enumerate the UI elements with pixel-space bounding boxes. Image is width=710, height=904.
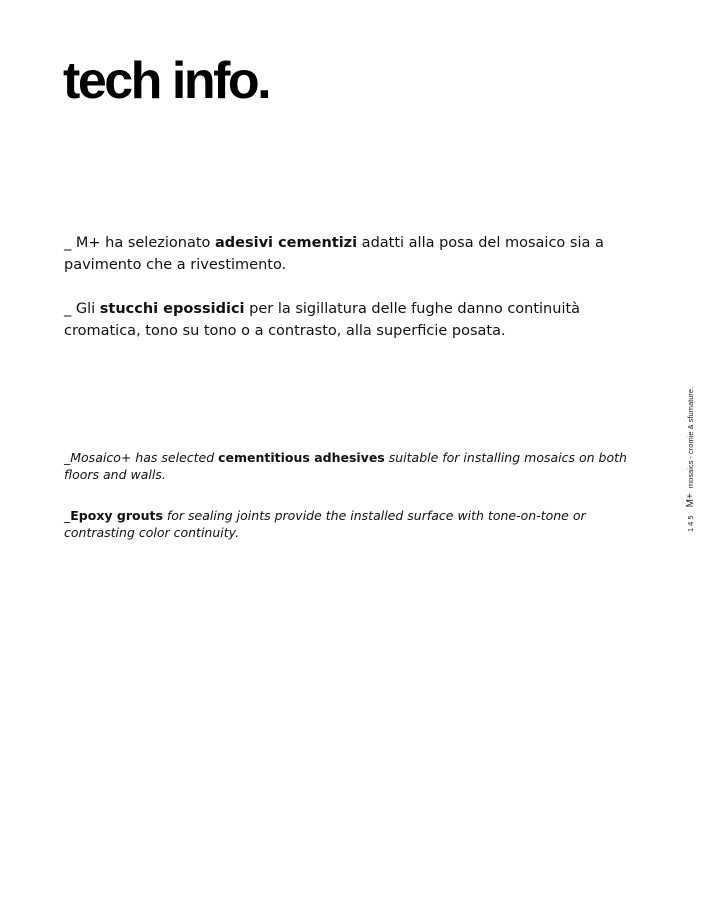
text-segment: _ M+ ha selezionato (64, 235, 215, 251)
page-number: 145 (686, 513, 695, 532)
text-segment: adatti alla posa del mosaico sia a pavimento che a rivestimento. (64, 235, 604, 273)
text-segment: per la sigillatura delle fughe danno continuità cromatica, tono su tono o a contrasto, alla superficie posata. (64, 301, 581, 339)
text-segment: _Mosaico+ has selected (64, 450, 219, 465)
text-segment: suitable for installing mosaics on both floors and walls. (64, 450, 627, 482)
page-title: tech info. (63, 52, 270, 110)
bold-term: Epoxy grouts (70, 508, 163, 523)
text-segment: for sealing joints provide the installed surface with tone-on-tone or contrasting color continuity. (64, 508, 586, 540)
italian-paragraph-grouts (64, 298, 644, 342)
brand-logo: M+ (685, 493, 696, 508)
bold-term: adesivi cementizi (215, 235, 358, 251)
text-segment: _ Gli (64, 301, 100, 317)
english-paragraph-grouts (64, 507, 654, 541)
bold-term: stucchi epossidici (99, 301, 245, 317)
english-paragraph-adhesives (64, 449, 654, 483)
side-label (686, 387, 696, 532)
collection-label: mosaics - cromie & sfumature. (686, 386, 695, 489)
text-segment: _ (64, 508, 71, 523)
italian-paragraph-adhesives (64, 232, 644, 276)
bold-term: cementitious adhesives (218, 450, 385, 465)
